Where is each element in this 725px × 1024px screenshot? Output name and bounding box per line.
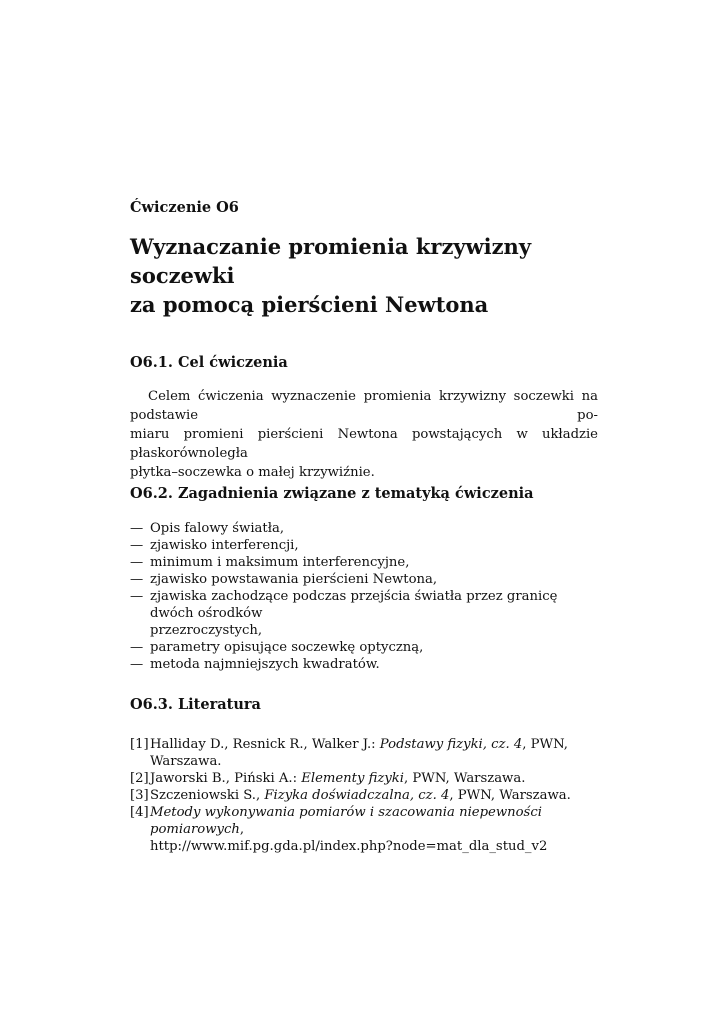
reference-number: [3] — [130, 788, 149, 803]
list-item-text-continued: przezroczystych, — [150, 623, 263, 638]
list-item-text: zjawisko powstawania pierścieni Newtona, — [150, 572, 438, 587]
list-item — [130, 639, 600, 656]
list-item — [130, 537, 600, 554]
reference-authors: Szczeniowski S., — [150, 788, 265, 803]
dash-bullet: — — [130, 657, 144, 672]
paragraph-line: Celem ćwiczenia wyznaczenie promienia krzywizny soczewki na podstawie po- — [130, 389, 598, 423]
section-heading-topics: O6.2. Zagadnienia związane z tematyką ćwiczenia — [130, 485, 534, 502]
reference-item — [130, 804, 600, 855]
reference-link[interactable]: http://www.mif.pg.gda.pl/index.php?node=mat_dla_stud_v2 — [150, 839, 548, 854]
dash-bullet: — — [130, 538, 144, 553]
list-item — [130, 588, 600, 639]
dash-bullet: — — [130, 589, 144, 604]
list-item-text: minimum i maksimum interferencyjne, — [150, 555, 410, 570]
reference-number: [2] — [130, 771, 149, 786]
list-item — [130, 520, 600, 537]
section-heading-literature: O6.3. Literatura — [130, 696, 261, 713]
list-item-text: zjawisko interferencji, — [150, 538, 299, 553]
topics-list — [130, 520, 600, 673]
reference-title: Podstawy fizyki, cz. 4 — [379, 737, 523, 752]
paragraph-line: płytka–soczewka o małej krzywiźnie. — [130, 465, 375, 480]
reference-title: Fizyka doświadczalna, cz. 4 — [264, 788, 450, 803]
dash-bullet: — — [130, 555, 144, 570]
goal-paragraph — [130, 387, 598, 482]
reference-publisher: , PWN, Warszawa. — [150, 737, 568, 769]
list-item-text: zjawiska zachodzące podczas przejścia światła przez granicę dwóch ośrodków — [150, 589, 558, 621]
reference-title: Elementy fizyki — [301, 771, 405, 786]
dash-bullet: — — [130, 572, 144, 587]
reference-authors: Jaworski B., Piński A.: — [150, 771, 302, 786]
exercise-label: Ćwiczenie O6 — [130, 199, 239, 216]
list-item-text: metoda najmniejszych kwadratów. — [150, 657, 380, 672]
list-item-text: parametry opisujące soczewkę optyczną, — [150, 640, 424, 655]
list-item-text: Opis falowy światła, — [150, 521, 285, 536]
reference-number: [4] — [130, 805, 149, 820]
reference-number: [1] — [130, 737, 149, 752]
dash-bullet: — — [130, 521, 144, 536]
reference-authors: Halliday D., Resnick R., Walker J.: — [150, 737, 380, 752]
reference-item — [130, 787, 600, 804]
list-item — [130, 554, 600, 571]
page-title — [130, 232, 600, 319]
reference-publisher: , — [239, 822, 245, 837]
title-line: Wyznaczanie promienia krzywizny soczewki — [130, 234, 532, 288]
list-item — [130, 656, 600, 673]
reference-publisher: , PWN, Warszawa. — [404, 771, 526, 786]
paragraph-line: miaru promieni pierścieni Newtona powstających w układzie płaskorównoległa — [130, 427, 598, 461]
reference-title: Metody wykonywania pomiarów i szacowania niepewności pomiarowych — [150, 805, 542, 837]
reference-publisher: , PWN, Warszawa. — [449, 788, 571, 803]
section-heading-goal: O6.1. Cel ćwiczenia — [130, 354, 288, 371]
title-line: za pomocą pierścieni Newtona — [130, 292, 489, 317]
reference-item — [130, 770, 600, 787]
reference-item — [130, 736, 600, 770]
list-item — [130, 571, 600, 588]
dash-bullet: — — [130, 640, 144, 655]
references-list — [130, 736, 600, 855]
